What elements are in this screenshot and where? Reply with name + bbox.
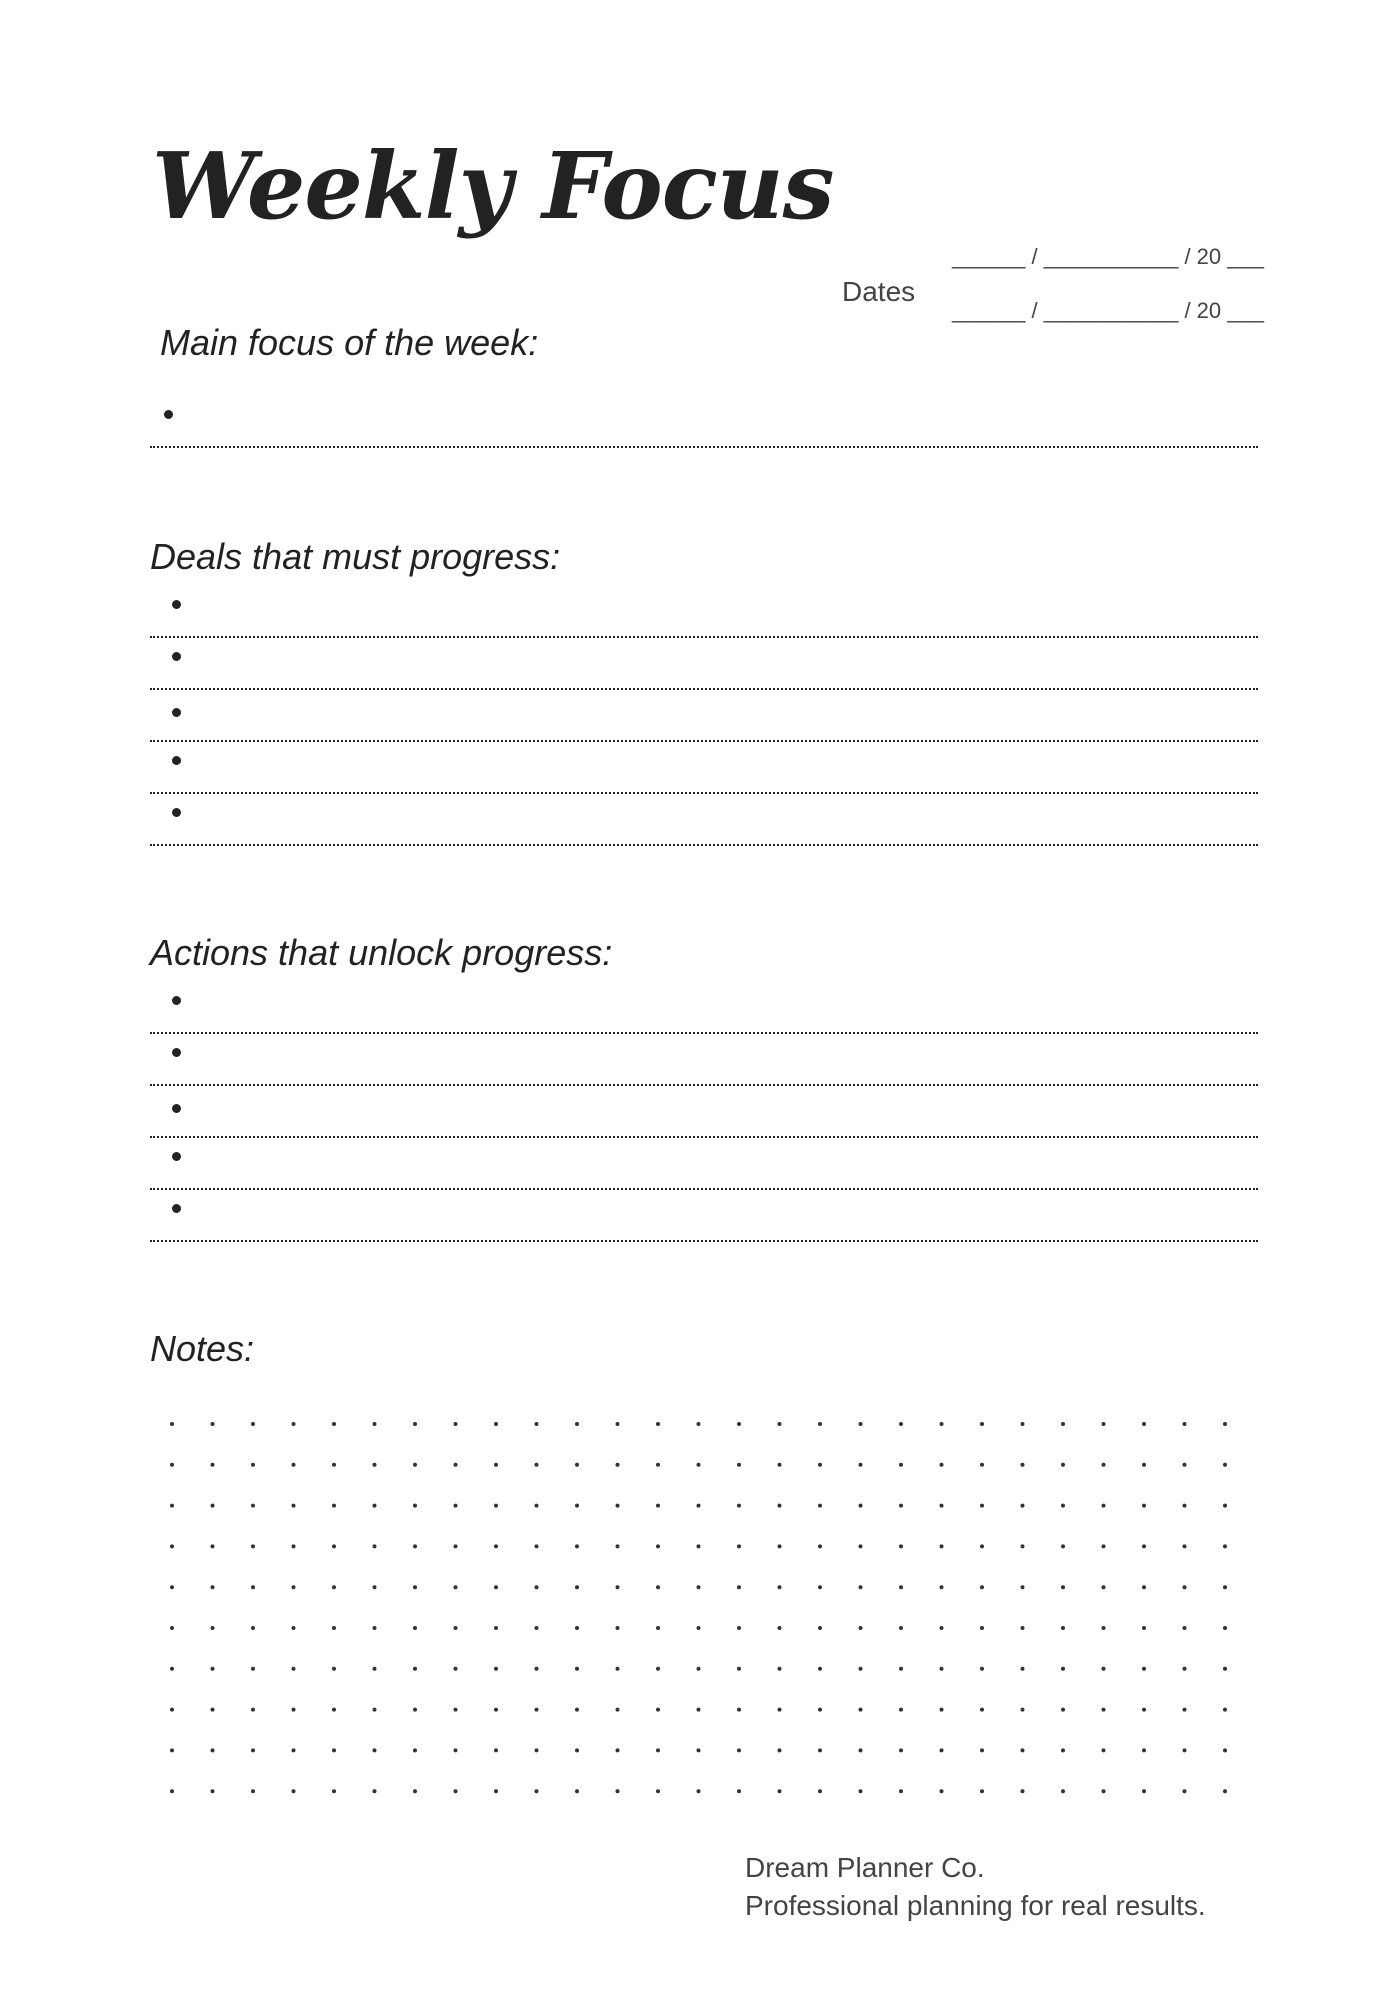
bullet-icon [172,600,181,609]
deals-line-1[interactable] [150,588,1258,638]
dates-label: Dates [842,276,916,307]
notes-heading: Notes: [150,1328,255,1369]
deals-line-4[interactable] [150,744,1258,794]
actions-line-4[interactable] [150,1140,1258,1190]
bullet-icon [172,756,181,765]
actions-line-3[interactable] [150,1088,1258,1138]
bullet-icon [172,708,181,717]
notes-dot-grid[interactable] [158,1414,1258,1814]
footer-tagline: Professional planning for real results. [745,1890,1206,1921]
deals-heading: Deals that must progress: [150,536,561,577]
deals-line-3[interactable] [150,692,1258,742]
dot-grid-pattern [158,1414,1258,1814]
bullet-icon [172,1204,181,1213]
main-focus-line[interactable] [150,398,1258,448]
date-field-start[interactable]: ______ / ___________ / 20 ___ [952,244,1264,269]
deals-line-2[interactable] [150,640,1258,690]
bullet-icon [172,1048,181,1057]
bullet-icon [172,808,181,817]
bullet-icon [172,652,181,661]
actions-line-1[interactable] [150,984,1258,1034]
bullet-icon [164,410,173,419]
actions-heading: Actions that unlock progress: [150,932,613,973]
bullet-icon [172,996,181,1005]
bullet-icon [172,1152,181,1161]
deals-line-5[interactable] [150,796,1258,846]
page-title: Weekly Focus [152,132,834,240]
actions-line-5[interactable] [150,1192,1258,1242]
main-focus-heading: Main focus of the week: [160,322,539,363]
date-field-end[interactable]: ______ / ___________ / 20 ___ [952,298,1264,323]
footer-company: Dream Planner Co. [745,1852,985,1883]
actions-line-2[interactable] [150,1036,1258,1086]
bullet-icon [172,1104,181,1113]
